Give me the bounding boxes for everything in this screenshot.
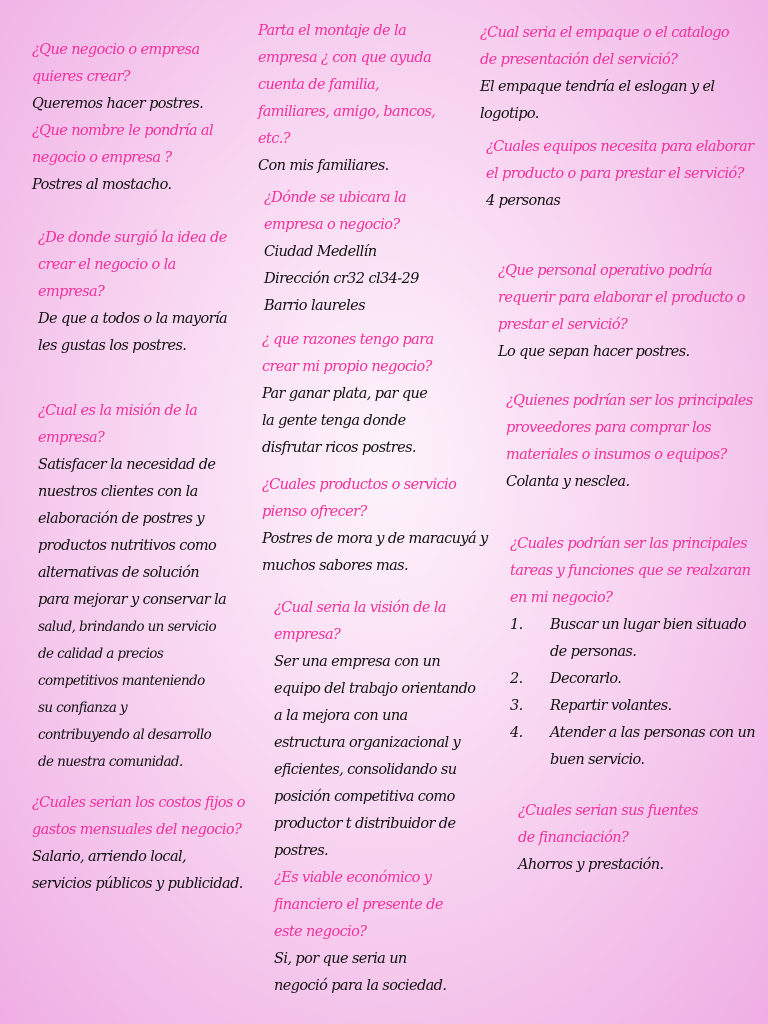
answer: Par ganar plata, par que (262, 386, 428, 402)
answer: nuestros clientes con la (38, 484, 198, 500)
question: crear el negocio o la (38, 257, 176, 273)
question: tareas y funciones que se realzaran (510, 563, 751, 579)
answer: estructura organizacional y (274, 735, 461, 751)
answer: la gente tenga donde (262, 413, 406, 429)
answer: les gustas los postres. (38, 338, 187, 354)
answer: Queremos hacer postres. (32, 96, 204, 112)
answer: De que a todos o la mayoría (38, 311, 228, 327)
question: ¿De donde surgió la idea de (38, 230, 227, 246)
list-text: de personas. (550, 644, 637, 660)
question: prestar el servició? (498, 317, 628, 333)
block-ubicacion (264, 185, 419, 320)
list-item (510, 693, 755, 720)
list-item (510, 720, 755, 774)
question: ¿Cuales podrían ser las principales (510, 536, 748, 552)
answer: Postres al mostacho. (32, 177, 172, 193)
answer: Si, por que seria un (274, 951, 407, 967)
answer: su confianza y (38, 700, 128, 716)
answer: Barrio laureles (264, 298, 365, 314)
answer: de calidad a precios (38, 646, 164, 662)
answer: competitivos manteniendo (38, 673, 205, 689)
question: ¿Que personal operativo podría (498, 263, 713, 279)
question: quieres crear? (32, 69, 130, 85)
question: etc.? (258, 131, 290, 147)
answer: a la mejora con una (274, 708, 408, 724)
block-mision (38, 398, 226, 776)
answer: Colanta y nesclea. (506, 474, 630, 490)
answer: logotipo. (480, 106, 539, 122)
answer: Ciudad Medellín (264, 244, 377, 260)
answer: 4 personas (486, 193, 561, 209)
answer: alternativas de solución (38, 565, 200, 581)
question: proveedores para comprar los (506, 420, 711, 436)
question: materiales o insumos o equipos? (506, 447, 727, 463)
block-razones (262, 327, 434, 462)
answer: Dirección cr32 cl34-29 (264, 271, 419, 287)
block-financiacion (518, 798, 698, 879)
list-text: Buscar un lugar bien situado (550, 617, 747, 633)
question: ¿ que razones tengo para (262, 332, 434, 348)
question: de presentación del servició? (480, 52, 678, 68)
question: gastos mensuales del negocio? (32, 822, 242, 838)
answer: productos nutritivos como (38, 538, 217, 554)
question: este negocio? (274, 924, 367, 940)
answer: contribuyendo al desarrollo (38, 727, 212, 743)
list-text: buen servicio. (550, 752, 645, 768)
question: cuenta de familia, (258, 77, 380, 93)
question: Parta el montaje de la (258, 23, 407, 39)
question: familiares, amigo, bancos, (258, 104, 436, 120)
block-proveedores (506, 388, 753, 496)
answer: disfrutar ricos postres. (262, 440, 416, 456)
question: en mi negocio? (510, 590, 613, 606)
question: requerir para elaborar el producto o (498, 290, 745, 306)
answer: eficientes, consolidando su (274, 762, 457, 778)
list-number: 2. (510, 671, 523, 687)
list-number: 4. (510, 725, 523, 741)
answer: Salario, arriendo local, (32, 849, 187, 865)
question: ¿Cuales equipos necesita para elaborar (486, 139, 754, 155)
block-empaque (480, 20, 729, 128)
block-idea (38, 225, 227, 360)
answer: Ahorros y prestación. (518, 857, 664, 873)
answer: productor t distribuidor de (274, 816, 456, 832)
question: ¿Dónde se ubicara la (264, 190, 407, 206)
question: ¿Cual es la misión de la (38, 403, 198, 419)
question: ¿Es viable económico y (274, 870, 432, 886)
block-personal (498, 258, 745, 366)
task-list (510, 612, 755, 774)
list-number: 1. (510, 617, 523, 633)
block-equipos (486, 134, 754, 215)
block-montaje (258, 18, 435, 180)
question: ¿Quienes podrían ser los principales (506, 393, 753, 409)
question: negocio o empresa ? (32, 150, 172, 166)
answer: Lo que sepan hacer postres. (498, 344, 690, 360)
block-negocio (32, 37, 213, 199)
question: empresa? (38, 284, 105, 300)
question: el producto o para prestar el servició? (486, 166, 744, 182)
block-vision (274, 595, 475, 1000)
answer: servicios públicos y publicidad. (32, 876, 243, 892)
question: ¿Cuales productos o servicio (262, 477, 457, 493)
block-tareas (510, 531, 755, 774)
answer: equipo del trabajo orientando (274, 681, 476, 697)
list-number: 3. (510, 698, 523, 714)
answer: postres. (274, 843, 329, 859)
answer: para mejorar y conservar la (38, 592, 227, 608)
question: empresa? (274, 627, 341, 643)
list-text: Decorarlo. (550, 671, 622, 687)
answer: Satisfacer la necesidad de (38, 457, 216, 473)
answer: salud, brindando un servicio (38, 619, 216, 635)
answer: elaboración de postres y (38, 511, 204, 527)
answer: posición competitiva como (274, 789, 455, 805)
question: pienso ofrecer? (262, 504, 367, 520)
question: ¿Cuales serian sus fuentes (518, 803, 699, 819)
answer: Con mis familiares. (258, 158, 389, 174)
question: financiero el presente de (274, 897, 443, 913)
answer: El empaque tendría el eslogan y el (480, 79, 715, 95)
answer: Ser una empresa con un (274, 654, 441, 670)
list-item (510, 612, 755, 666)
block-productos (262, 472, 488, 580)
question: ¿Cual seria la visión de la (274, 600, 446, 616)
question: ¿Que negocio o empresa (32, 42, 200, 58)
question: empresa o negocio? (264, 217, 400, 233)
block-costos (32, 790, 245, 898)
answer: negoció para la sociedad. (274, 978, 447, 994)
question: ¿Cual seria el empaque o el catalogo (480, 25, 730, 41)
answer: de nuestra comunidad. (38, 754, 183, 770)
question: de financiación? (518, 830, 629, 846)
answer: muchos sabores mas. (262, 558, 409, 574)
question: ¿Cuales serian los costos fijos o (32, 795, 245, 811)
list-item (510, 666, 755, 693)
question: crear mi propio negocio? (262, 359, 432, 375)
question: empresa ¿ con que ayuda (258, 50, 432, 66)
list-text: Atender a las personas con un (550, 725, 756, 741)
question: ¿Que nombre le pondría al (32, 123, 213, 139)
answer: Postres de mora y de maracuyá y (262, 531, 488, 547)
question: empresa? (38, 430, 105, 446)
list-text: Repartir volantes. (550, 698, 672, 714)
